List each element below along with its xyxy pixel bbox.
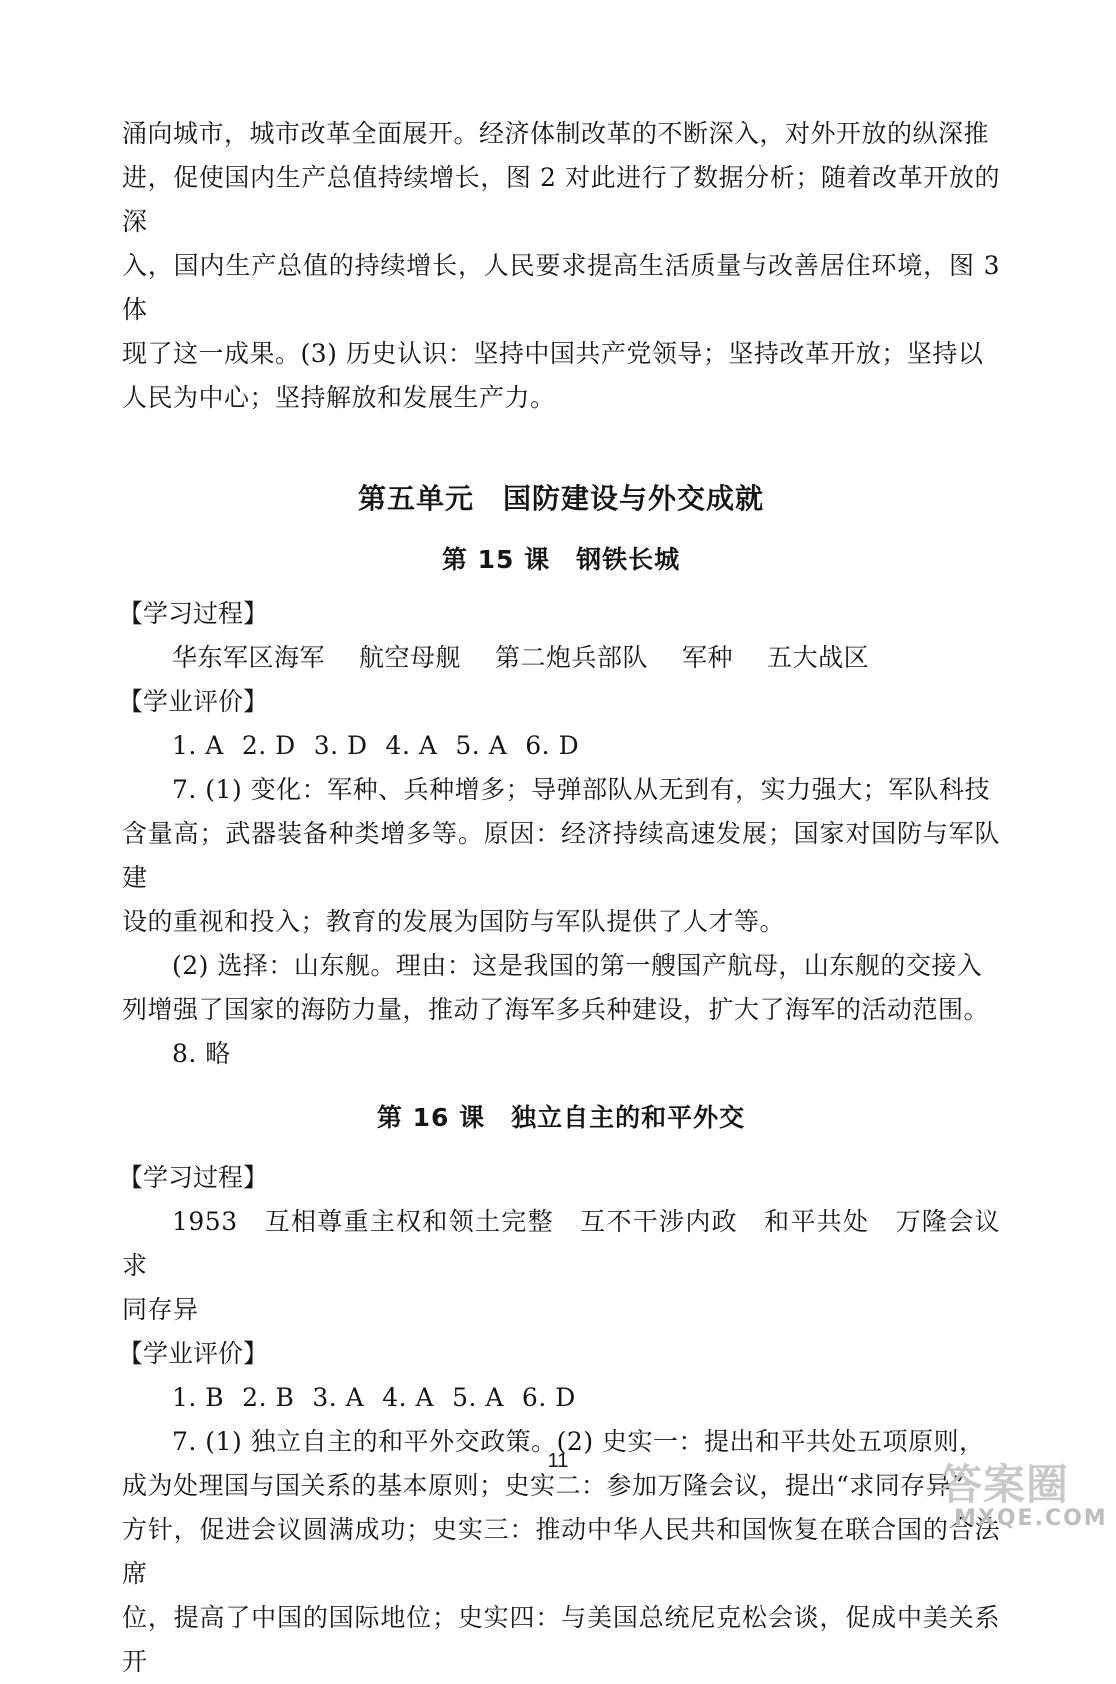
intro-line: 现了这一成果。(3) 历史认识：坚持中国共产党领导；坚持改革开放；坚持以 <box>122 339 984 368</box>
lesson-16-choice-answers <box>122 1376 1000 1420</box>
intro-line: 人民为中心；坚持解放和发展生产力。 <box>122 383 556 412</box>
page-number: 11 <box>547 1450 569 1472</box>
lesson-16-q7-line: 成为处理国与国关系的基本原则；史实二：参加万隆会议，提出“求同存异” <box>122 1471 965 1500</box>
lesson-15-q7-line: 列增强了国家的海防力量，推动了海军多兵种建设，扩大了海军的活动范围。 <box>122 995 990 1024</box>
answer: 1. A <box>172 731 224 760</box>
answer: 4. A <box>382 1383 435 1412</box>
lesson-15-evaluation-label: 【学业评价】 <box>118 687 269 716</box>
unit-title: 第五单元 国防建设与外交成就 <box>357 482 764 515</box>
lesson-15-learning-process-label: 【学习过程】 <box>118 599 269 628</box>
intro-line: 进，促使国内生产总值持续增长，图 2 对此进行了数据分析；随着改革开放的深 <box>122 163 1000 236</box>
lesson-16-learning-process-line: 1953 互相尊重主权和领土完整 互不干涉内政 和平共处 万隆会议 求 <box>122 1207 1026 1280</box>
term: 五大战区 <box>767 643 870 672</box>
answer: 2. B <box>242 1383 295 1412</box>
lesson-16-title: 第 16 课 独立自主的和平外交 <box>376 1103 746 1132</box>
lesson-15-learning-process-terms <box>122 636 1000 680</box>
answer: 3. D <box>313 731 368 760</box>
term: 华东军区海军 <box>172 643 326 672</box>
intro-line: 入，国内生产总值的持续增长，人民要求提高生活质量与改善居住环境，图 3 体 <box>122 251 1000 324</box>
watermark-logo <box>932 1452 1112 1534</box>
answer: 4. A <box>385 731 438 760</box>
answer: 5. A <box>452 1383 504 1412</box>
intro-line: 涌向城市，城市改革全面展开。经济体制改革的不断深入，对外开放的纵深推 <box>122 119 990 148</box>
lesson-15-q7-line: (2) 选择：山东舰。理由：这是我国的第一艘国产航母，山东舰的交接入 <box>172 951 983 980</box>
watermark-url: MXQE.COM <box>954 1506 1108 1531</box>
answer: 6. D <box>521 1383 576 1412</box>
lesson-16-q7-line: 方针，促进会议圆满成功；史实三：推动中华人民共和国恢复在联合国的合法席 <box>122 1515 1000 1588</box>
answer: 2. D <box>241 731 296 760</box>
lesson-15-q7-line: 7. (1) 变化：军种、兵种增多；导弹部队从无到有，实力强大；军队科技 <box>172 775 991 804</box>
watermark-text: 答案圈 <box>940 1460 1070 1509</box>
lesson-16-q7-line: 7. (1) 独立自主的和平外交政策。(2) 史实一：提出和平共处五项原则， <box>172 1427 985 1456</box>
term: 航空母舰 <box>359 643 462 672</box>
lesson-15-choice-answers <box>122 724 1000 768</box>
answer: 6. D <box>525 731 580 760</box>
lesson-15-q7-line: 含量高；武器装备种类增多等。原因：经济持续高速发展；国家对国防与军队建 <box>122 819 1000 892</box>
lesson-16-evaluation-label: 【学业评价】 <box>118 1339 269 1368</box>
lesson-15-q7-line: 设的重视和投入；教育的发展为国防与军队提供了人才等。 <box>122 907 786 936</box>
lesson-15-title: 第 15 课 钢铁长城 <box>441 545 681 574</box>
answer: 5. A <box>455 731 508 760</box>
lesson-16-q7-line: 位，提高了中国的国际地位；史实四：与美国总统尼克松会谈，促成中美关系开 <box>122 1603 1000 1676</box>
term: 第二炮兵部队 <box>495 643 649 672</box>
lesson-15-q8: 8. 略 <box>172 1039 231 1068</box>
answer: 3. A <box>312 1383 365 1412</box>
lesson-16-learning-process-label: 【学习过程】 <box>118 1163 269 1192</box>
lesson-16-learning-process-line: 同存异 <box>122 1295 199 1324</box>
answer: 1. B <box>172 1383 225 1412</box>
term: 军种 <box>682 643 734 672</box>
